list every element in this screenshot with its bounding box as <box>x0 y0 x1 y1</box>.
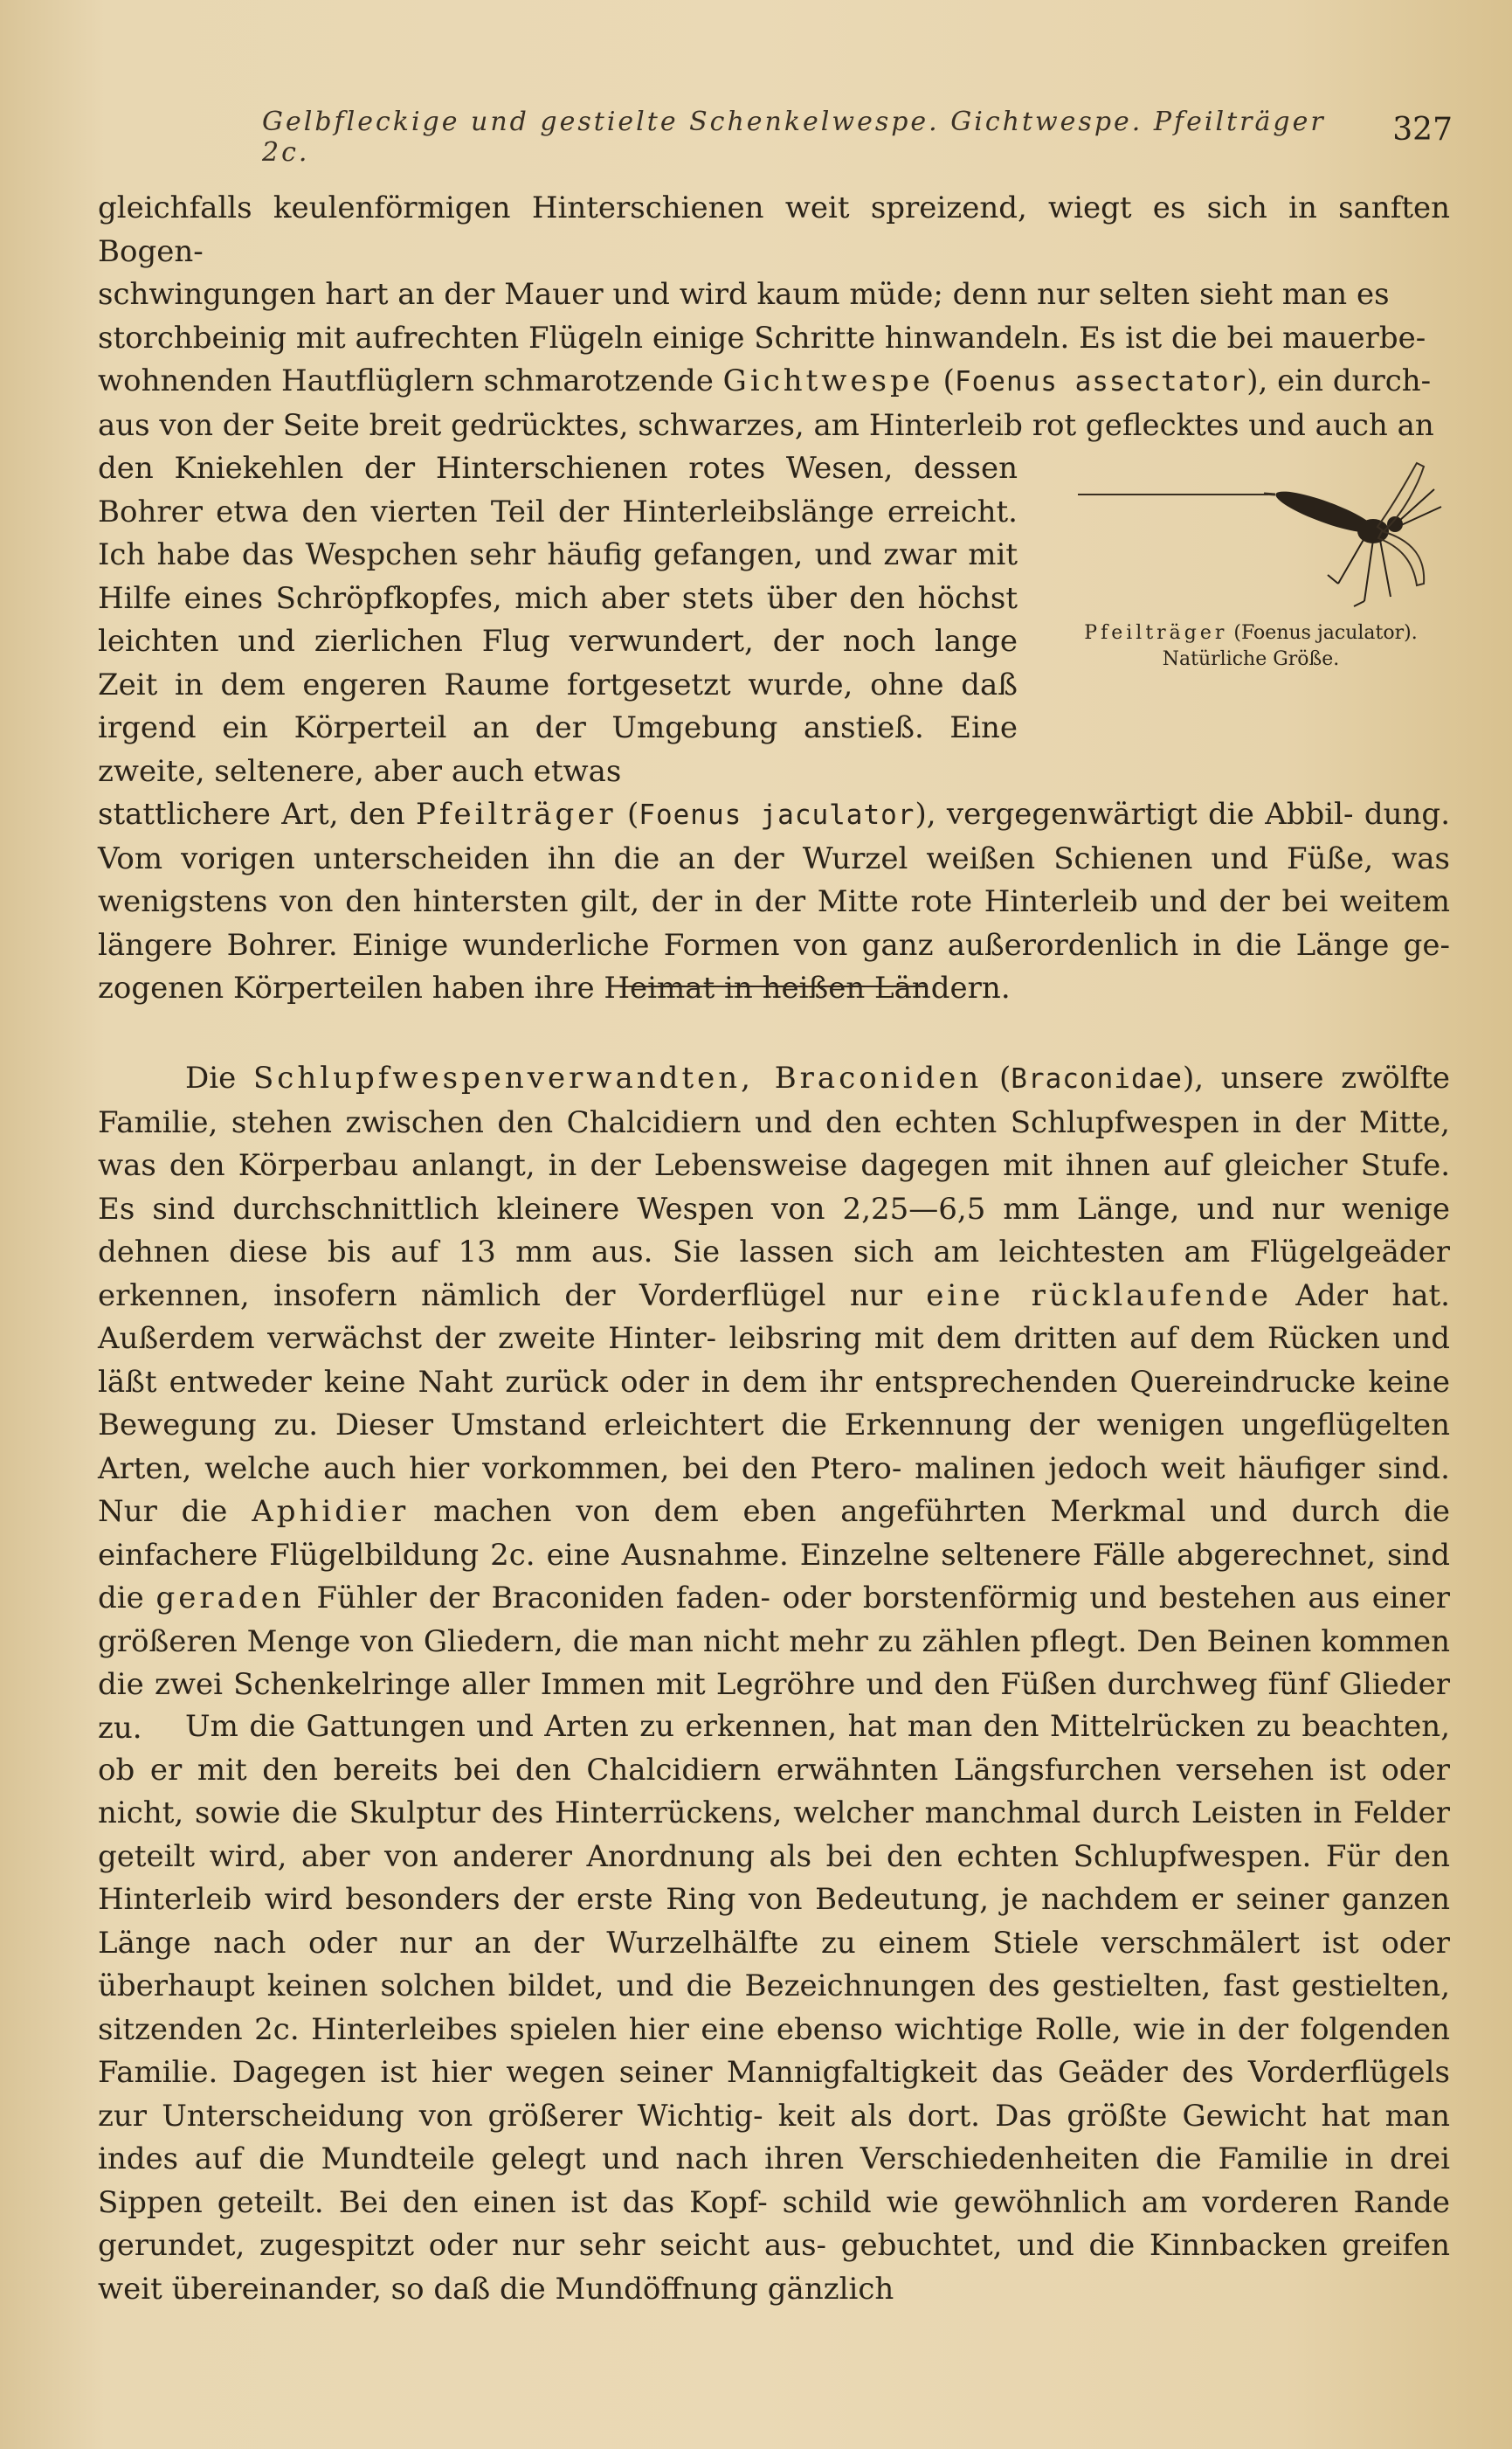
text-run: stattlichere Art, den <box>98 797 417 832</box>
family-name: Schlupfwespenverwandten, Braconiden <box>253 1061 983 1096</box>
caption-name: Pfeilträger <box>1084 622 1228 644</box>
page-number: 327 <box>1392 112 1453 148</box>
emphasis: eine rücklaufende <box>926 1277 1272 1313</box>
text-run: ), unsere zwölfte Familie, stehen zwischen den Chalcidiern und den echten Schlupfwespen in der Mitte, was den Körperbau anlangt, in der Lebensweise dagegen mit ihnen auf gleicher Stufe. Es sind durchschnittlich kleinere Wespen von 2,25—6,5 mm Länge, und nur wenige dehnen diese bis auf 13 mm aus. Sie lassen sich am leichtesten am Flügelgeäder erkennen, insofern nämlich der Vorderflügel nur <box>98 1061 1450 1313</box>
text-line: schwingungen hart an der Mauer und wird kaum müde; denn nur selten sieht man es <box>98 277 1390 312</box>
emphasis: Aphidier <box>252 1494 410 1529</box>
text-run: Ader hat. Außerdem verwächst der zweite Hinter- leibsring mit dem dritten auf dem Rücken und läßt entweder keine Naht zurück oder in dem ihr entsprechenden Quereindrucke keine Bewegung zu. Dieser Umstand erleichtert die Erkennung der wenigen ungeflügelten Arten, welche auch hier vorkommen, bei den Ptero- malinen jedoch weit häufiger sind. Nur die <box>98 1277 1450 1529</box>
wasp-illustration <box>1076 444 1460 619</box>
text-run: ( <box>982 1061 1011 1096</box>
species-latin-name: Foenus jaculator <box>639 799 915 831</box>
section-divider <box>620 986 928 987</box>
paragraph-gattungen: Um die Gattungen und Arten zu erkennen, hat man den Mittelrücken zu beachten, ob er mit den bereits bei den Chalcidiern erwähnten Längsfurchen versehen ist oder nicht, sowie die Skulptur des Hinterrückens, welcher manchmal durch Leisten in Felder geteilt wird, aber von anderer Anordnung als bei den echten Schlupfwespen. Für den Hinterleib wird besonders der erste Ring von Bedeutung, je nachdem er seiner ganzen Länge nach oder nur an der Wurzelhälfte zu einem Stiele verschmälert ist oder überhaupt keinen solchen bildet, und die Bezeichnungen des gestielten, fast gestielten, sitzenden 2c. Hinterleibes spielen hier eine ebenso wichtige Rolle, wie in der folgenden Familie. Dagegen ist hier wegen seiner Mannigfaltigkeit das Geäder des Vorderflügels zur Unterscheidung von größerer Wichtig- keit als dort. Das größte Gewicht hat man indes auf die Mundteile gelegt und nach ihren Verschiedenheiten die Familie in drei Sippen geteilt. Bei den einen ist das Kopf- schild wie gewöhnlich am vorderen Rande gerundet, zugespitzt oder nur sehr seicht aus- gebuchtet, und die Kinnbacken greifen weit übereinander, so daß die Mundöffnung gänzlich <box>98 1709 1450 2307</box>
text-line <box>98 360 1450 405</box>
species-common-name: Pfeilträger <box>416 797 617 832</box>
text-run: wohnenden Hautflüglern schmarotzende <box>98 363 723 398</box>
text-run: Die <box>185 1061 254 1096</box>
text-line: storchbeinig mit aufrechten Flügeln einige Schritte hinwandeln. Es ist die bei mauerbe- <box>98 320 1426 356</box>
running-head: Gelbfleckige und gestielte Schenkelwespe. Gichtwespe. Pfeilträger 2c. <box>262 107 1326 168</box>
text-run: ( <box>933 363 955 398</box>
species-latin-name: Foenus assectator <box>954 366 1247 398</box>
text-block <box>98 793 1450 1011</box>
emphasis: geraden <box>155 1581 305 1615</box>
text-run: Fühler der Braconiden faden- oder borstenförmig und bestehen aus einer größeren Menge von Gliedern, die man nicht mehr zu zählen pflegt. Den Beinen kommen die zwei Schenkelringe aller Immen mit Legröhre und den Füßen durchweg fünf Glieder zu. <box>98 1581 1451 1746</box>
text-run: ), vergegenwärtigt die Abbil- dung. Vom vorigen unterscheiden ihn die an der Wurzel weißen Schienen und Füße, was wenigstens von den hintersten gilt, der in der Mitte rote Hinterleib und der bei weitem längere Bohrer. Einige wunderliche Formen von ganz außerordenlich in die Länge ge- zogenen Körperteilen haben ihre Heimat in heißen Ländern. <box>98 797 1451 1006</box>
figure-caption <box>1059 620 1443 673</box>
species-common-name: Gichtwespe <box>722 363 934 398</box>
caption-latin: (Foenus jaculator). <box>1227 622 1418 644</box>
text-line: gleichfalls keulenförmigen Hinterschienen weit spreizend, wiegt es sich in sanften Bogen- <box>98 190 1450 269</box>
text-run: ( <box>616 797 639 832</box>
text-block-beside-figure: den Kniekehlen der Hinterschienen rotes Wesen, dessen Bohrer etwa den vierten Teil der Hinterleibslänge erreicht. Ich habe das Wespchen sehr häufig gefangen, und zwar mit Hilfe eines Schröpfkopfes, mich aber stets über den höchst leichten und zierlichen Flug verwundert, der noch lange Zeit in dem engeren Raume fortgesetzt wurde, ohne daß irgend ein Körperteil an der Umgebung anstieß. Eine zweite, seltenere, aber auch etwas <box>98 451 1018 789</box>
family-latin-name: Braconidae <box>1011 1063 1183 1095</box>
paragraph-braconiden <box>98 1057 1450 1750</box>
caption-size: Natürliche Größe. <box>1162 648 1340 670</box>
text-line: aus von der Seite breit gedrücktes, schwarzes, am Hinterleib rot geflecktes und auch an <box>98 407 1434 443</box>
text-run: machen von dem eben angeführten Merkmal und durch die einfachere Flügelbildung 2c. eine Ausnahme. Einzelne seltenere Fälle abgerechnet, sind die <box>98 1494 1451 1615</box>
text-run: ), ein durch- <box>1246 363 1432 398</box>
